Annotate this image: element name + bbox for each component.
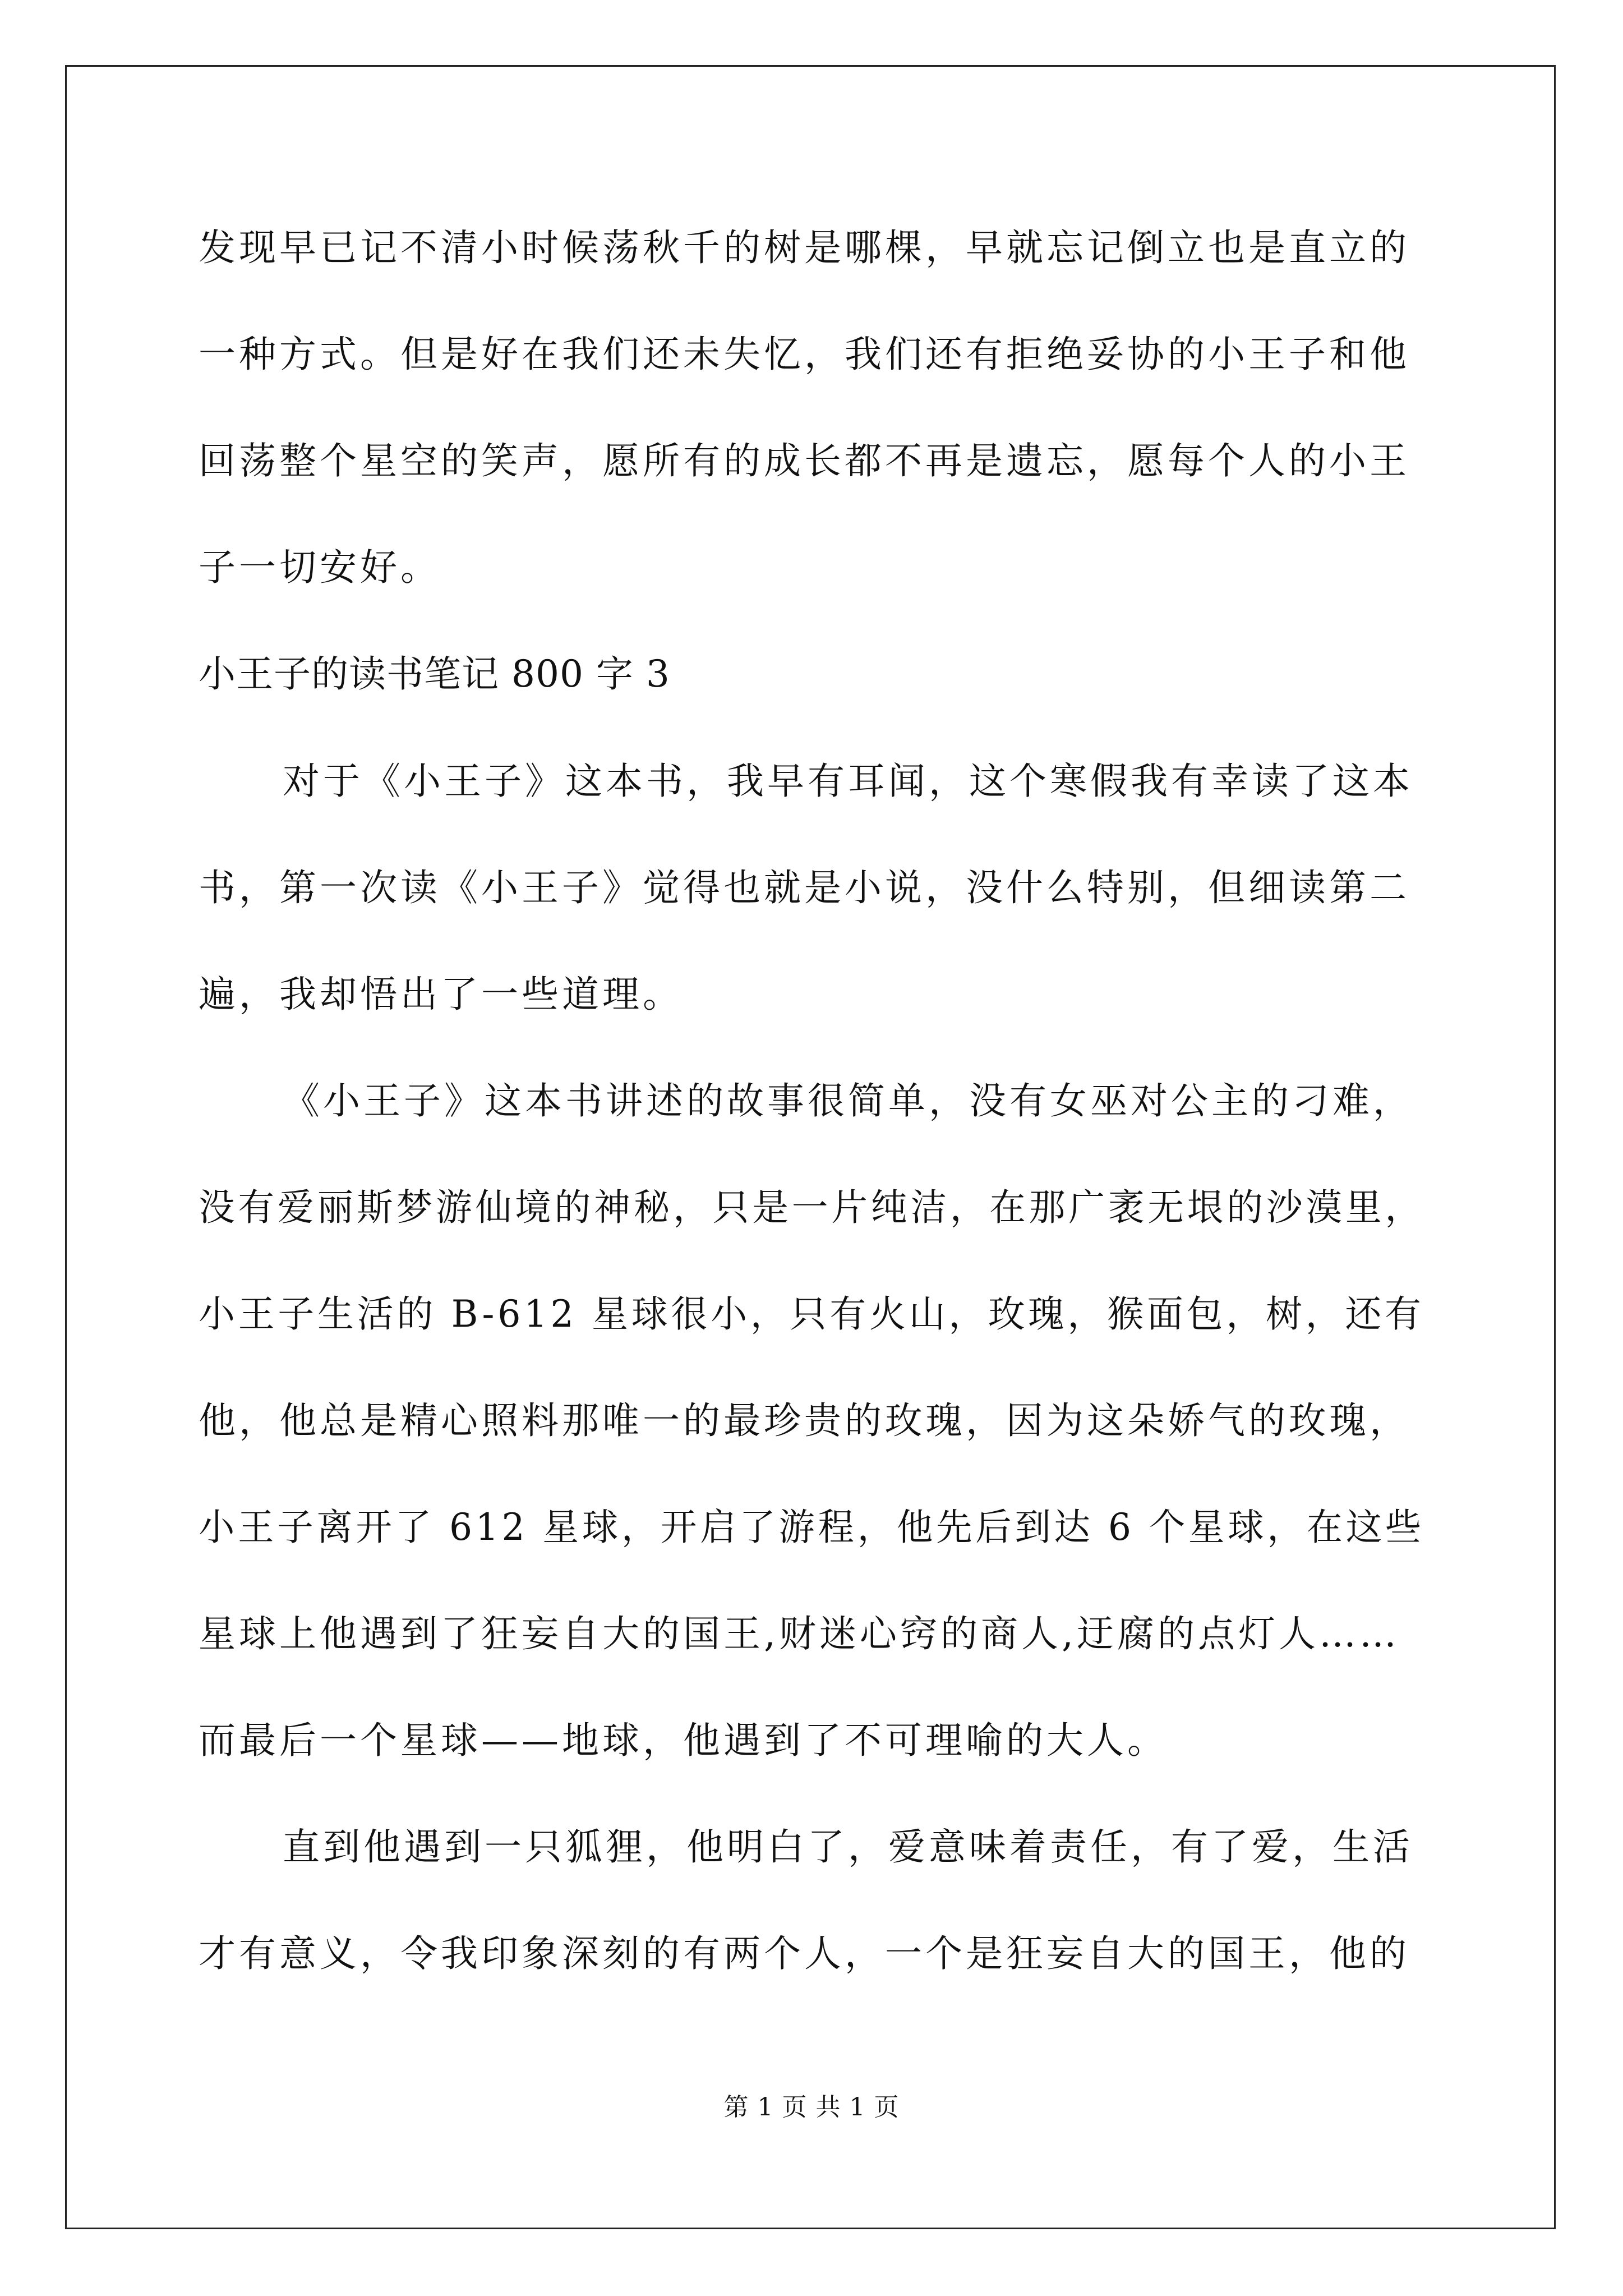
text-line: 直到他遇到一只狐狸，他明白了，爱意味着责任，有了爱，生活 — [283, 1825, 1413, 1869]
text-line: 回荡整个星空的笑声，愿所有的成长都不再是遗忘，愿每个人的小王 — [199, 439, 1410, 482]
text-line: 子一切安好。 — [199, 546, 441, 589]
text-line: 没有爱丽斯梦游仙境的神秘，只是一片纯洁，在那广袤无垠的沙漠里， — [199, 1186, 1425, 1229]
text-line: 《小王子》这本书讲述的故事很简单，没有女巫对公主的刁难， — [283, 1079, 1413, 1122]
text-line: 星球上他遇到了狂妄自大的国王,财迷心窍的商人,迂腐的点灯人…… — [199, 1612, 1400, 1655]
text-line: 小王子离开了 612 星球，开启了游程，他先后到达 6 个星球，在这些 — [199, 1506, 1424, 1549]
text-line: 他，他总是精心照料那唯一的最珍贵的玫瑰，因为这朵娇气的玫瑰， — [199, 1399, 1410, 1442]
text-line: 而最后一个星球——地球，他遇到了不可理喻的大人。 — [199, 1719, 1168, 1762]
text-line: 才有意义，令我印象深刻的有两个人，一个是狂妄自大的国王，他的 — [199, 1932, 1410, 1975]
text-line: 书，第一次读《小王子》觉得也就是小说，没什么特别，但细读第二 — [199, 866, 1410, 909]
text-line: 发现早已记不清小时候荡秋千的树是哪棵，早就忘记倒立也是直立的 — [199, 226, 1410, 269]
page-border — [65, 65, 1556, 2229]
text-line: 对于《小王子》这本书，我早有耳闻，这个寒假我有幸读了这本 — [283, 760, 1413, 803]
text-line: 遍，我却悟出了一些道理。 — [199, 973, 683, 1016]
section-heading: 小王子的读书笔记 800 字 3 — [199, 652, 670, 696]
page-footer: 第 1 页 共 1 页 — [723, 2093, 900, 2122]
text-line: 小王子生活的 B-612 星球很小，只有火山，玫瑰，猴面包，树，还有 — [199, 1292, 1424, 1336]
text-line: 一种方式。但是好在我们还未失忆，我们还有拒绝妥协的小王子和他 — [199, 333, 1410, 376]
